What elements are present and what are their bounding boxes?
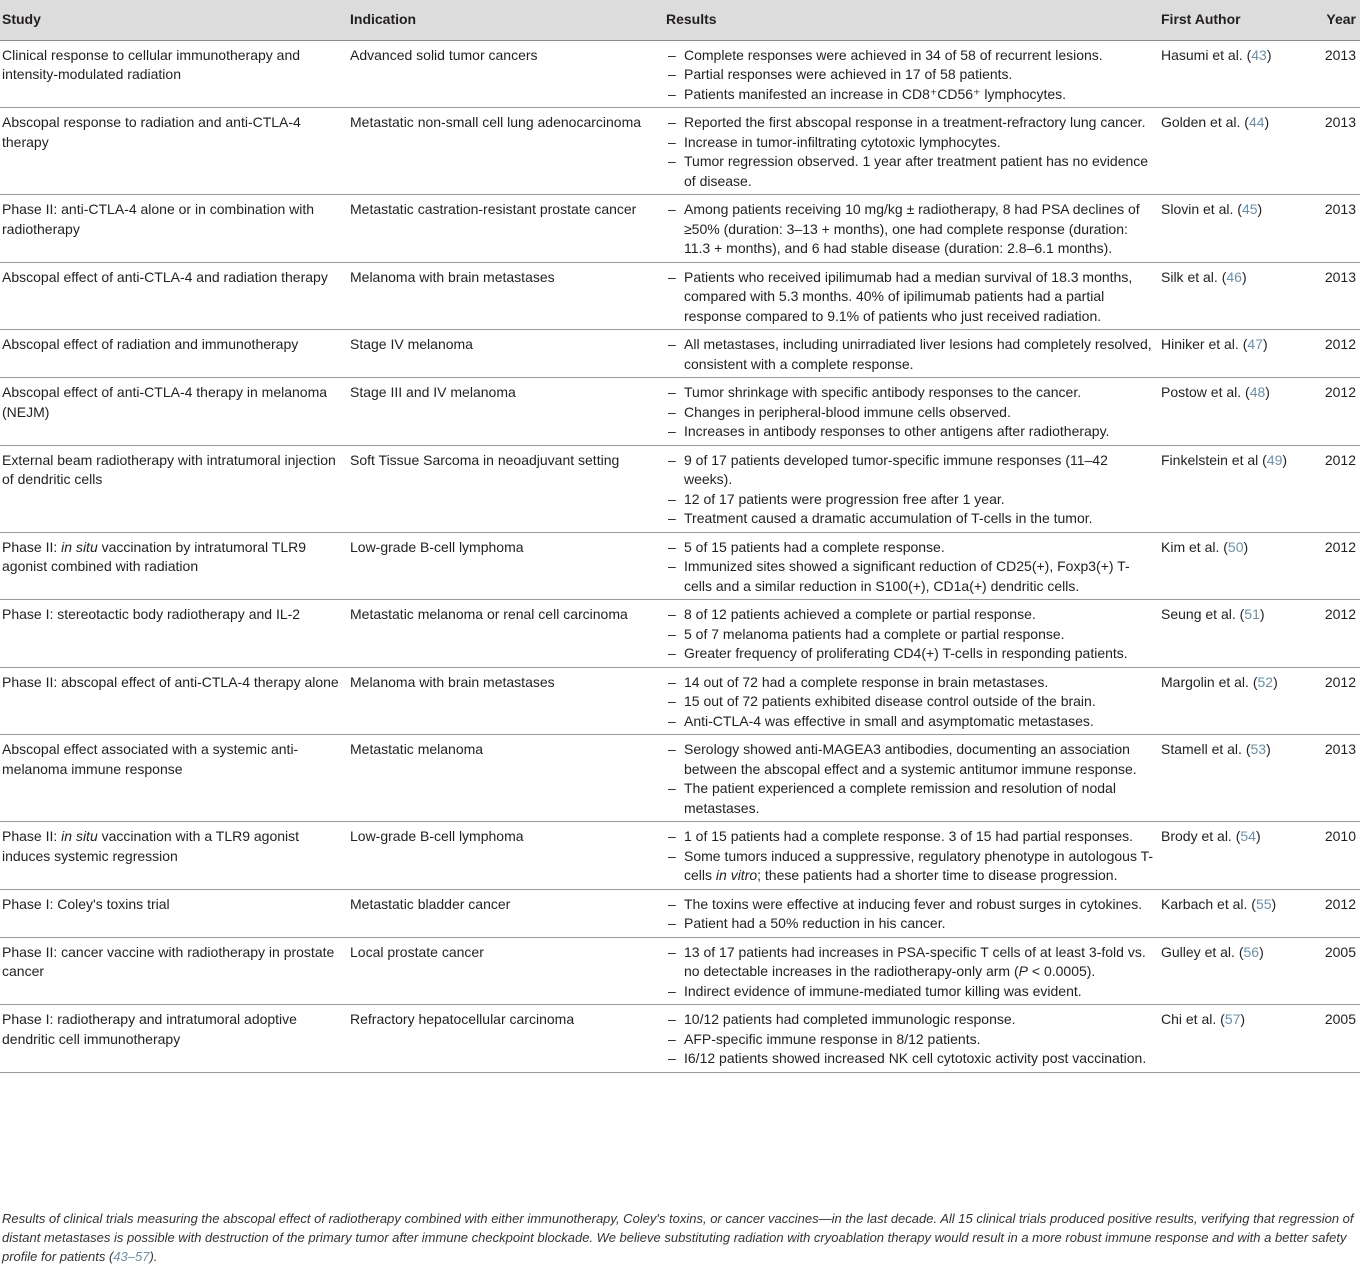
year-cell: 2012	[1319, 600, 1360, 668]
result-text: Increases in antibody responses to other antigens after radiotherapy.	[684, 423, 1110, 439]
year-cell: 2012	[1319, 532, 1360, 600]
result-item	[668, 46, 1157, 66]
result-item	[668, 152, 1157, 191]
result-text: The toxins were effective at inducing fever and robust surges in cytokines.	[684, 895, 1143, 912]
indication-cell: Stage IV melanoma	[348, 330, 664, 378]
results-cell	[664, 735, 1159, 822]
result-item	[668, 644, 1157, 664]
results-cell	[664, 262, 1159, 330]
dash-bullet: –	[668, 712, 676, 729]
reference-link[interactable]: 47	[1247, 336, 1263, 352]
study-text: Abscopal response to radiation and anti-CTLA-4 therapy	[2, 114, 301, 150]
dash-bullet: –	[668, 451, 676, 468]
result-text: 10/12 patients had completed immunologic response.	[684, 1011, 1016, 1027]
author-name: Hiniker et al.	[1161, 336, 1239, 352]
indication-cell: Metastatic non-small cell lung adenocarcinoma	[348, 108, 664, 195]
study-cell	[0, 40, 348, 108]
result-item	[668, 538, 1157, 558]
result-text: 1 of 15 patients had a complete response. 3 of 15 had partial responses.	[684, 828, 1134, 844]
result-item	[668, 85, 1157, 105]
author-name: Hasumi et al.	[1161, 46, 1243, 63]
caption-end: ).	[149, 1249, 158, 1264]
author-name: Chi et al.	[1161, 1011, 1217, 1027]
table-row	[0, 445, 1360, 532]
results-list	[668, 673, 1157, 732]
result-text: Patient had a 50% reduction in his cancer.	[684, 915, 946, 931]
year-cell: 2012	[1319, 330, 1360, 378]
result-item	[668, 133, 1157, 153]
study-text: Abscopal effect of anti-CTLA-4 therapy in melanoma (NEJM)	[2, 384, 328, 420]
results-list	[668, 605, 1157, 664]
first-author-cell: Gulley et al. (56)	[1159, 937, 1319, 1005]
dash-bullet: –	[668, 201, 676, 217]
study-text: Phase II: cancer vaccine with radiotherapy in prostate cancer	[2, 943, 335, 979]
study-cell	[0, 889, 348, 937]
dash-bullet: –	[668, 114, 676, 130]
study-cell	[0, 937, 348, 1005]
results-list	[668, 451, 1157, 529]
result-item	[668, 335, 1157, 374]
results-list	[668, 113, 1157, 191]
reference-link[interactable]: 55	[1255, 895, 1272, 912]
results-cell	[664, 445, 1159, 532]
first-author-cell: Karbach et al. (55)	[1159, 889, 1319, 937]
result-text: 12 of 17 patients were progression free after 1 year.	[684, 490, 1005, 507]
result-text: 8 of 12 patients achieved a complete or partial response.	[684, 606, 1036, 622]
dash-bullet: –	[668, 384, 676, 400]
first-author-cell: Slovin et al. (45)	[1159, 195, 1319, 263]
year-cell: 2012	[1319, 445, 1360, 532]
study-cell	[0, 1005, 348, 1073]
results-cell	[664, 195, 1159, 263]
dash-bullet: –	[668, 1030, 676, 1047]
first-author-cell: Margolin et al. (52)	[1159, 667, 1319, 735]
result-text: Anti-CTLA-4 was effective in small and asymptomatic metastases.	[684, 712, 1094, 729]
results-cell	[664, 889, 1159, 937]
dash-bullet: –	[668, 538, 676, 555]
year-cell: 2010	[1319, 822, 1360, 890]
dash-bullet: –	[668, 693, 676, 709]
table-row	[0, 532, 1360, 600]
table-row	[0, 40, 1360, 108]
first-author-cell: Golden et al. (44)	[1159, 108, 1319, 195]
result-text: Serology showed anti-MAGEA3 antibodies, documenting an association between the abscopal effect and a systemic antitumor immune response.	[684, 741, 1137, 777]
result-item	[668, 1010, 1157, 1030]
result-item	[668, 65, 1157, 85]
result-text: Reported the first abscopal response in a treatment-refractory lung cancer.	[684, 114, 1146, 130]
result-text: Among patients receiving 10 mg/kg ± radiotherapy, 8 had PSA declines of ≥50% (duration: 3–13 + months), one had complete response (duration: 11.3 + months), and 6 had stable disease (duration: 2.8–6.1 months).	[684, 201, 1140, 256]
table-row	[0, 735, 1360, 822]
study-text: Clinical response to cellular immunotherapy and intensity-modulated radiation	[2, 46, 301, 82]
dash-bullet: –	[668, 982, 676, 999]
table-body	[0, 40, 1360, 1072]
study-cell	[0, 445, 348, 532]
year-cell: 2013	[1319, 40, 1360, 108]
study-text: Phase II: anti-CTLA-4 alone or in combination with radiotherapy	[2, 201, 315, 237]
header-year: Year	[1319, 0, 1360, 40]
results-cell	[664, 600, 1159, 668]
reference-link[interactable]: 50	[1227, 538, 1244, 555]
dash-bullet: –	[668, 828, 676, 844]
table-row	[0, 822, 1360, 890]
indication-cell: Refractory hepatocellular carcinoma	[348, 1005, 664, 1073]
results-cell	[664, 667, 1159, 735]
dash-bullet: –	[668, 741, 676, 757]
indication-cell: Stage III and IV melanoma	[348, 378, 664, 446]
study-text: Abscopal effect of anti-CTLA-4 and radiation therapy	[2, 268, 328, 285]
reference-link[interactable]: 56	[1243, 943, 1260, 960]
dash-bullet: –	[668, 915, 676, 931]
results-list	[668, 538, 1157, 597]
dash-bullet: –	[668, 153, 676, 169]
result-text: Increase in tumor-infiltrating cytotoxic lymphocytes.	[684, 133, 1001, 150]
reference-link[interactable]: 51	[1244, 606, 1260, 622]
result-item	[668, 268, 1157, 327]
dash-bullet: –	[668, 558, 676, 574]
result-text: Tumor shrinkage with specific antibody responses to the cancer.	[684, 384, 1082, 400]
result-text: I6/12 patients showed increased NK cell cytotoxic activity post vaccination.	[684, 1050, 1147, 1066]
author-name: Gulley et al.	[1161, 943, 1235, 960]
results-cell	[664, 108, 1159, 195]
dash-bullet: –	[668, 645, 676, 661]
table-row	[0, 600, 1360, 668]
results-list	[668, 383, 1157, 442]
dash-bullet: –	[668, 780, 676, 796]
first-author-cell: Postow et al. (48)	[1159, 378, 1319, 446]
result-item	[668, 712, 1157, 732]
reference-link[interactable]: 57	[1224, 1011, 1241, 1027]
reference-link[interactable]: 48	[1249, 384, 1266, 400]
reference-link[interactable]: 44	[1248, 114, 1265, 130]
table-row	[0, 330, 1360, 378]
result-text: Tumor regression observed. 1 year after treatment patient has no evidence of disease.	[684, 153, 1149, 189]
result-text: Greater frequency of proliferating CD4(+) T-cells in responding patients.	[684, 645, 1128, 661]
result-text: Partial responses were achieved in 17 of 58 patients.	[684, 66, 1013, 82]
result-text: 13 of 17 patients had increases in PSA-specific T cells of at least 3-fold vs. no detectable increases in the radiotherapy-only arm (	[684, 943, 1146, 979]
results-cell	[664, 40, 1159, 108]
result-text: AFP-specific immune response in 8/12 patients.	[684, 1030, 981, 1047]
results-cell	[664, 330, 1159, 378]
result-text: Patients who received ipilimumab had a median survival of 18.3 months, compared with 5.3 months. 40% of ipilimumab patients had a partial response compared to 9.1% of patients who just received radiation.	[684, 268, 1133, 324]
result-text: Changes in peripheral-blood immune cells observed.	[684, 403, 1011, 420]
dash-bullet: –	[668, 1050, 676, 1066]
study-cell	[0, 330, 348, 378]
result-text: < 0.0005).	[1027, 963, 1096, 979]
year-cell: 2005	[1319, 937, 1360, 1005]
results-cell	[664, 1005, 1159, 1073]
result-item	[668, 625, 1157, 645]
result-item	[668, 557, 1157, 596]
result-item	[668, 895, 1157, 915]
study-text: in situ	[61, 538, 98, 555]
author-name: Slovin et al.	[1161, 201, 1234, 217]
indication-cell: Metastatic melanoma	[348, 735, 664, 822]
indication-cell: Low-grade B-cell lymphoma	[348, 532, 664, 600]
first-author-cell: Brody et al. (54)	[1159, 822, 1319, 890]
table-row	[0, 195, 1360, 263]
dash-bullet: –	[668, 606, 676, 622]
first-author-cell: Hasumi et al. (43)	[1159, 40, 1319, 108]
indication-cell: Metastatic castration-resistant prostate cancer	[348, 195, 664, 263]
year-cell: 2013	[1319, 195, 1360, 263]
dash-bullet: –	[668, 895, 676, 912]
dash-bullet: –	[668, 1011, 676, 1027]
result-item	[668, 113, 1157, 133]
result-item	[668, 509, 1157, 529]
study-cell	[0, 195, 348, 263]
year-cell: 2012	[1319, 889, 1360, 937]
study-text: vaccination by intratumoral TLR9 agonist combined with radiation	[2, 538, 307, 574]
author-name: Finkelstein et al	[1161, 451, 1259, 468]
indication-cell: Low-grade B-cell lymphoma	[348, 822, 664, 890]
reference-link[interactable]: 49	[1266, 451, 1283, 468]
indication-cell: Metastatic melanoma or renal cell carcinoma	[348, 600, 664, 668]
dash-bullet: –	[668, 133, 676, 150]
author-name: Silk et al.	[1161, 268, 1218, 285]
author-name: Stamell et al.	[1161, 741, 1242, 757]
table-row	[0, 378, 1360, 446]
study-cell	[0, 735, 348, 822]
results-list	[668, 943, 1157, 1002]
result-item	[668, 673, 1157, 693]
result-item	[668, 383, 1157, 403]
dash-bullet: –	[668, 46, 676, 63]
author-name: Postow et al.	[1161, 384, 1242, 400]
caption-ref-link[interactable]: 43–57	[113, 1249, 150, 1264]
study-text: Phase II:	[2, 828, 62, 844]
year-cell: 2005	[1319, 1005, 1360, 1073]
results-list	[668, 335, 1157, 374]
result-item	[668, 605, 1157, 625]
result-item	[668, 740, 1157, 779]
year-cell: 2013	[1319, 262, 1360, 330]
author-name: Golden et al.	[1161, 114, 1241, 130]
results-cell	[664, 822, 1159, 890]
study-cell	[0, 378, 348, 446]
dash-bullet: –	[668, 847, 676, 864]
result-text: Complete responses were achieved in 34 of 58 of recurrent lesions.	[684, 46, 1103, 63]
study-text: Abscopal effect associated with a systemic anti-melanoma immune response	[2, 741, 299, 777]
results-list	[668, 895, 1157, 934]
indication-cell: Metastatic bladder cancer	[348, 889, 664, 937]
indication-cell: Advanced solid tumor cancers	[348, 40, 664, 108]
reference-link[interactable]: 52	[1257, 673, 1274, 690]
study-cell	[0, 262, 348, 330]
table-row	[0, 108, 1360, 195]
header-indication: Indication	[348, 0, 664, 40]
dash-bullet: –	[668, 673, 676, 690]
result-text: 5 of 15 patients had a complete response.	[684, 538, 945, 555]
reference-link[interactable]: 46	[1226, 268, 1242, 285]
result-item	[668, 847, 1157, 886]
result-text: Some tumors induced a suppressive, regulatory phenotype in autologous T-cells	[684, 847, 1154, 883]
result-item	[668, 200, 1157, 259]
first-author-cell: Kim et al. (50)	[1159, 532, 1319, 600]
dash-bullet: –	[668, 943, 676, 960]
dash-bullet: –	[668, 625, 676, 642]
year-cell: 2013	[1319, 108, 1360, 195]
study-text: Phase I: Coley's toxins trial	[2, 895, 170, 912]
first-author-cell: Seung et al. (51)	[1159, 600, 1319, 668]
dash-bullet: –	[668, 490, 676, 507]
first-author-cell: Finkelstein et al (49)	[1159, 445, 1319, 532]
author-name: Karbach et al.	[1161, 895, 1248, 912]
study-text: Phase II:	[2, 538, 62, 555]
study-cell	[0, 108, 348, 195]
first-author-cell: Stamell et al. (53)	[1159, 735, 1319, 822]
result-text: Patients manifested an increase in CD8⁺CD56⁺ lymphocytes.	[684, 85, 1067, 102]
result-text: 9 of 17 patients developed tumor-specific immune responses (11–42 weeks).	[684, 451, 1108, 487]
result-text: 14 out of 72 had a complete response in brain metastases.	[684, 673, 1049, 690]
results-list	[668, 46, 1157, 105]
author-name: Brody et al.	[1161, 828, 1232, 844]
table-header-row	[0, 0, 1360, 40]
study-text: Phase I: stereotactic body radiotherapy and IL-2	[2, 606, 301, 622]
dash-bullet: –	[668, 85, 676, 102]
table-caption	[0, 1209, 1358, 1266]
result-item	[668, 914, 1157, 934]
result-item	[668, 422, 1157, 442]
year-cell: 2012	[1319, 378, 1360, 446]
study-cell	[0, 600, 348, 668]
result-text: in vitro	[715, 867, 758, 883]
result-text: Treatment caused a dramatic accumulation of T-cells in the tumor.	[684, 510, 1093, 526]
reference-link[interactable]: 45	[1241, 201, 1258, 217]
reference-link[interactable]: 53	[1250, 741, 1267, 757]
table-row	[0, 262, 1360, 330]
author-name: Kim et al.	[1161, 538, 1220, 555]
study-cell	[0, 822, 348, 890]
study-cell	[0, 667, 348, 735]
dash-bullet: –	[668, 510, 676, 526]
result-text: ; these patients had a shorter time to disease progression.	[757, 867, 1118, 883]
results-list	[668, 200, 1157, 259]
table-row	[0, 1005, 1360, 1073]
result-item	[668, 451, 1157, 490]
result-item	[668, 1049, 1157, 1069]
study-text: Abscopal effect of radiation and immunotherapy	[2, 336, 299, 352]
first-author-cell: Hiniker et al. (47)	[1159, 330, 1319, 378]
result-item	[668, 490, 1157, 510]
first-author-cell: Silk et al. (46)	[1159, 262, 1319, 330]
study-text: vaccination with a TLR9 agonist induces systemic regression	[2, 828, 300, 864]
dash-bullet: –	[668, 423, 676, 439]
result-text: P	[1018, 963, 1028, 979]
indication-cell: Soft Tissue Sarcoma in neoadjuvant setting	[348, 445, 664, 532]
caption-text: Results of clinical trials measuring the abscopal effect of radiotherapy combined with either immunotherapy, Coley's toxins, or cancer vaccines—in the last decade. All 15 clinical trials produced positive results, verifying that regression of distant metastases is possible with destruction of the primary tumor after immune checkpoint blockade. We believe substituting radiation with cryoablation therapy would result in a more robust immune response and with a better safety profile for patients (	[2, 1211, 1354, 1264]
author-name: Seung et al.	[1161, 606, 1236, 622]
indication-cell: Local prostate cancer	[348, 937, 664, 1005]
dash-bullet: –	[668, 336, 676, 352]
result-item	[668, 1030, 1157, 1050]
result-text: Indirect evidence of immune-mediated tumor killing was evident.	[684, 982, 1082, 999]
reference-link[interactable]: 43	[1251, 46, 1267, 63]
results-list	[668, 740, 1157, 818]
results-list	[668, 268, 1157, 327]
header-first-author: First Author	[1159, 0, 1319, 40]
table-row	[0, 889, 1360, 937]
result-item	[668, 779, 1157, 818]
result-item	[668, 943, 1157, 982]
result-text: 15 out of 72 patients exhibited disease control outside of the brain.	[684, 693, 1096, 709]
dash-bullet: –	[668, 66, 676, 82]
study-cell	[0, 532, 348, 600]
result-text: 5 of 7 melanoma patients had a complete or partial response.	[684, 625, 1065, 642]
result-item	[668, 692, 1157, 712]
study-text: Phase II: abscopal effect of anti-CTLA-4 therapy alone	[2, 673, 339, 690]
year-cell: 2013	[1319, 735, 1360, 822]
result-item	[668, 403, 1157, 423]
results-cell	[664, 937, 1159, 1005]
results-list	[668, 1010, 1157, 1069]
result-item	[668, 982, 1157, 1002]
first-author-cell: Chi et al. (57)	[1159, 1005, 1319, 1073]
result-text: Immunized sites showed a significant reduction of CD25(+), Foxp3(+) T-cells and a similar reduction in S100(+), CD1a(+) dendritic cells.	[684, 558, 1130, 594]
result-text: The patient experienced a complete remission and resolution of nodal metastases.	[684, 780, 1116, 816]
results-list	[668, 827, 1157, 886]
table-row	[0, 667, 1360, 735]
table-row	[0, 937, 1360, 1005]
header-study: Study	[0, 0, 348, 40]
reference-link[interactable]: 54	[1240, 828, 1256, 844]
author-name: Margolin et al.	[1161, 673, 1249, 690]
study-text: in situ	[61, 828, 98, 844]
header-results: Results	[664, 0, 1159, 40]
result-text: All metastases, including unirradiated liver lesions had completely resolved, consistent with a complete response.	[684, 336, 1152, 372]
dash-bullet: –	[668, 268, 676, 285]
result-item	[668, 827, 1157, 847]
year-cell: 2012	[1319, 667, 1360, 735]
indication-cell: Melanoma with brain metastases	[348, 667, 664, 735]
study-text: External beam radiotherapy with intratumoral injection of dendritic cells	[2, 451, 336, 487]
results-cell	[664, 378, 1159, 446]
results-cell	[664, 532, 1159, 600]
study-text: Phase I: radiotherapy and intratumoral adoptive dendritic cell immunotherapy	[2, 1011, 297, 1047]
dash-bullet: –	[668, 403, 676, 420]
indication-cell: Melanoma with brain metastases	[348, 262, 664, 330]
